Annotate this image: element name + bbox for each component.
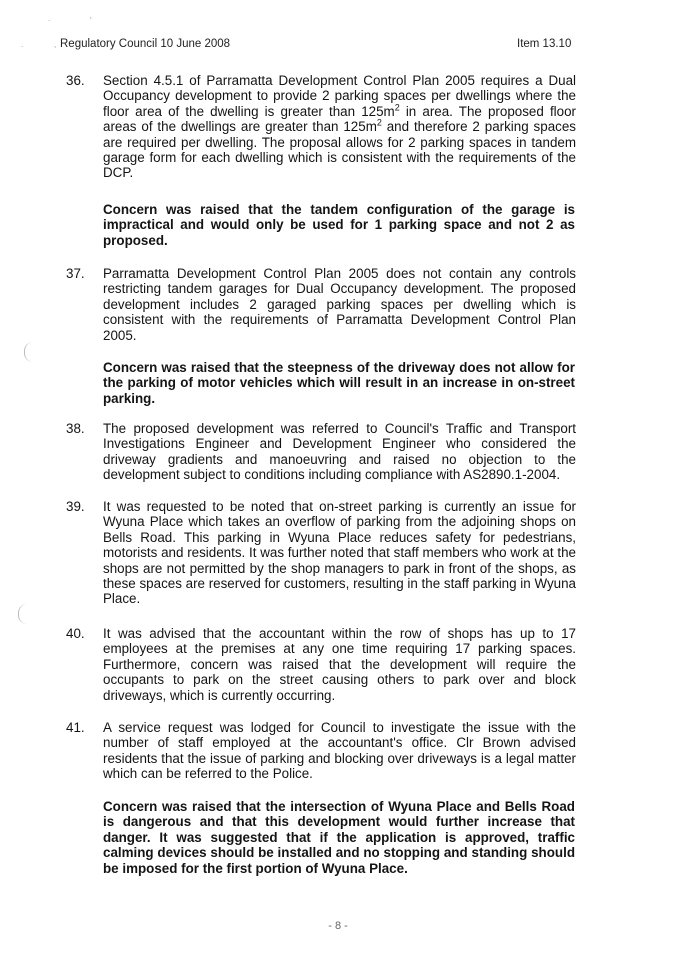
- paragraph-text: Parramatta Development Control Plan 2005 does not contain any controls restricting tandem garages for Dual Occupancy development. The proposed development includes 2 garaged parking spaces per dwelling which is consistent with the requirements of Parramatta Development Control Plan 2005.: [103, 266, 576, 343]
- paragraph-37: [66, 266, 576, 343]
- scan-mark: [24, 342, 33, 362]
- paragraph-40: [66, 626, 576, 703]
- paragraph-number: 39.: [66, 499, 85, 514]
- paragraph-39: [66, 499, 576, 607]
- scan-speck: .: [21, 40, 24, 49]
- paragraph-number: 41.: [66, 720, 85, 735]
- concern-statement: Concern was raised that the tandem configuration of the garage is impractical and would only be used for 1 parking space and not 2 as proposed.: [103, 202, 575, 248]
- document-item-number: Item 13.10: [517, 38, 572, 50]
- document-header-title: Regulatory Council 10 June 2008: [60, 38, 231, 50]
- paragraph-36: [66, 73, 576, 181]
- scan-speck: .: [48, 14, 51, 23]
- superscript: 2: [376, 117, 382, 128]
- paragraph-41: [66, 720, 576, 782]
- paragraph-38: [66, 421, 576, 483]
- paragraph-text: It was advised that the accountant within the row of shops has up to 17 employees at the premises at any one time requiring 17 parking spaces. Furthermore, concern was raised that the development will require the occupants to park on the street causing others to park over and block driveways, which is currently occurring.: [103, 626, 576, 703]
- scan-mark: [18, 604, 27, 624]
- paragraph-text: It was requested to be noted that on-street parking is currently an issue for Wyuna Place which takes an overflow of parking from the adjoining shops on Bells Road. This parking in Wyuna Place reduces safety for pedestrians, motorists and residents. It was further noted that staff members who work at the shops are not permitted by the shop managers to park in front of the shops, as these spaces are reserved for customers, resulting in the staff parking in Wyuna Place.: [103, 499, 577, 607]
- paragraph-number: 36.: [66, 73, 85, 88]
- concern-statement: Concern was raised that the intersection of Wyuna Place and Bells Road is dangerous and that this development would further increase that danger. It was suggested that if the application is approved, traffic calming devices should be installed and no stopping and standing should be imposed for the first portion of Wyuna Place.: [103, 799, 575, 876]
- paragraph-number: 40.: [66, 626, 85, 641]
- paragraph-text: The proposed development was referred to Council's Traffic and Transport Investigations Engineer and Development Engineer who considered the driveway gradients and manoeuvring and raised no objection to the development subject to conditions including compliance with AS2890.1-2004.: [103, 421, 576, 483]
- paragraph-number: 38.: [66, 421, 85, 436]
- page-number: - 8 -: [328, 920, 348, 932]
- scan-speck: ,: [54, 40, 57, 49]
- paragraph-text: Section 4.5.1 of Parramatta Development Control Plan 2005 requires a Dual Occupancy development to provide 2 parking spaces per dwellings where the floor area of the dwelling is greater than $125m^2$ in area. The proposed floor areas of the dwellings are greater than $125m^2$ and therefore 2 parking spaces are required per dwelling. The proposal allows for 2 parking spaces in tandem garage form for each dwelling which is consistent with the requirements of the DCP.: [103, 73, 576, 181]
- scan-speck: ': [90, 16, 92, 25]
- paragraph-text: A service request was lodged for Council to investigate the issue with the number of staff employed at the accountant's office. Clr Brown advised residents that the issue of parking and blocking over driveways is a legal matter which can be referred to the Police.: [103, 720, 576, 782]
- paragraph-number: 37.: [66, 266, 85, 281]
- superscript: 2: [394, 102, 400, 113]
- concern-statement: Concern was raised that the steepness of the driveway does not allow for the parking of motor vehicles which will result in an increase in on-street parking.: [103, 360, 575, 406]
